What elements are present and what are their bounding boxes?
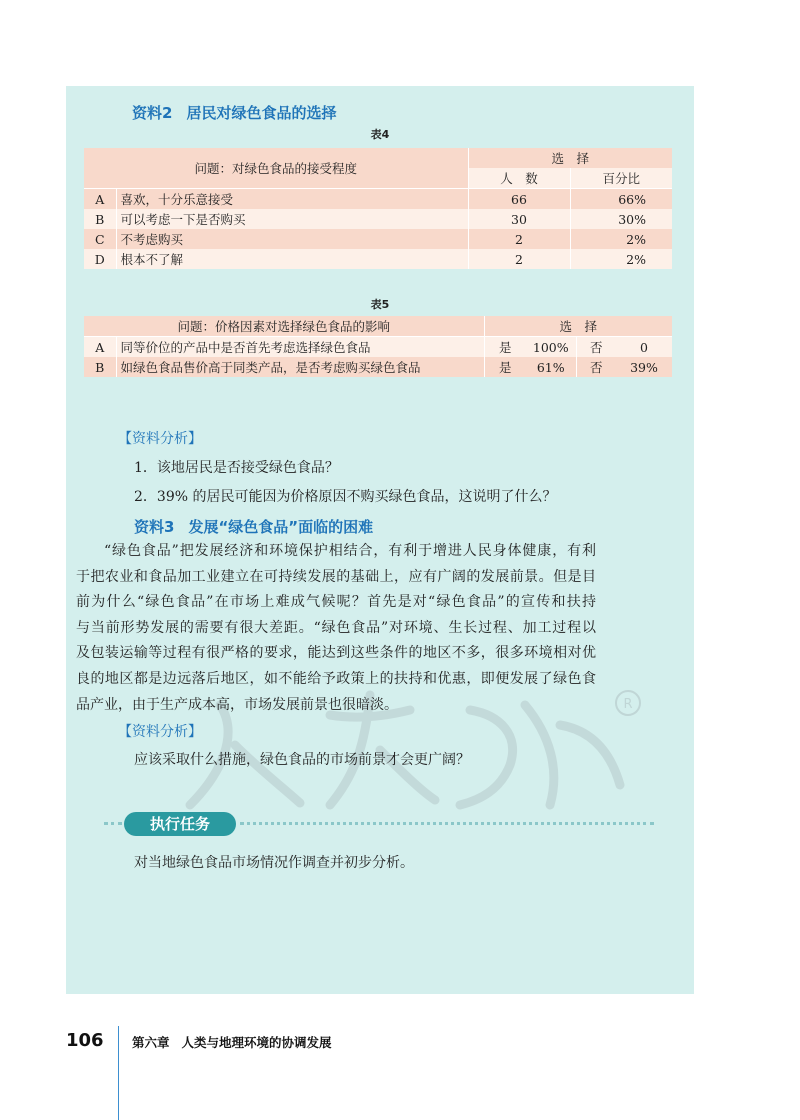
table-row [84, 209, 672, 229]
paragraph-line: 前为什么“绿色食品”在市场上难成气候呢？首先是对“绿色食品”的宣传和扶持 [76, 594, 596, 611]
table5-choice-header: 选 择 [484, 316, 672, 337]
paragraph-line: 于把农业和食品加工业建立在可持续发展的基础上，应有广阔的发展前景。但是目 [76, 568, 596, 585]
chapter-title: 人类与地理环境的协调发展 [181, 1035, 332, 1050]
row-id: A [84, 189, 116, 210]
paragraph-line: 与当前形势发展的需要有很大差距。“绿色食品”对环境、生长过程、加工过程以 [76, 619, 596, 636]
row-text: 根本不了解 [116, 249, 468, 269]
row-id: B [84, 209, 116, 229]
section3-question: 应该采取什么措施，绿色食品的市场前景才会更广阔？ [134, 752, 470, 768]
table-row [84, 249, 672, 269]
table4-question: 问题：对绿色食品的接受程度 [84, 148, 468, 189]
dotted-divider [104, 822, 122, 825]
row-count: 30 [468, 209, 570, 229]
section2-label: 资料2 [132, 104, 173, 122]
table4-caption: 表4 [370, 128, 390, 141]
section3-paragraph [76, 539, 596, 718]
paragraph-line: 及包装运输等过程有很严格的要求，能达到这些条件的地区不多，很多环境相对优 [76, 645, 596, 662]
footer-divider [118, 1026, 119, 1120]
page-number: 106 [66, 1030, 104, 1051]
table4-col-count: 人 数 [468, 168, 570, 189]
question-1: 1．该地居民是否接受绿色食品？ [134, 460, 339, 476]
paragraph-line: 良的地区都是边远落后地区，如不能给予政策上的扶持和优惠，即便发展了绿色食 [76, 670, 596, 687]
section2-title: 居民对绿色食品的选择 [186, 104, 337, 122]
table5 [84, 316, 672, 377]
table4-col-percent: 百分比 [570, 168, 672, 189]
section3-heading [134, 516, 373, 537]
row-yes: 是 [484, 357, 526, 377]
row-yes-pct: 100% [526, 337, 576, 358]
row-id: C [84, 229, 116, 249]
row-id: A [84, 337, 116, 358]
paragraph-line: 品产业，由于生产成本高，市场发展前景也很暗淡。 [76, 696, 398, 713]
row-count: 66 [468, 189, 570, 210]
analysis-label: 【资料分析】 [118, 724, 202, 740]
row-text: 不考虑购买 [116, 229, 468, 249]
row-no-pct: 39% [616, 357, 672, 377]
table-row [84, 189, 672, 210]
chapter-number: 第六章 [132, 1035, 170, 1050]
section3-title: 发展“绿色食品”面临的困难 [188, 518, 374, 536]
row-no: 否 [576, 337, 616, 358]
row-count: 2 [468, 249, 570, 269]
dotted-divider [240, 822, 654, 825]
paragraph-line: “绿色食品”把发展经济和环境保护相结合，有利于增进人民身体健康，有利 [104, 543, 596, 559]
row-no-pct: 0 [616, 337, 672, 358]
row-text: 同等价位的产品中是否首先考虑选择绿色食品 [116, 337, 484, 358]
row-yes: 是 [484, 337, 526, 358]
table5-question: 问题：价格因素对选择绿色食品的影响 [84, 316, 484, 337]
row-no: 否 [576, 357, 616, 377]
table4 [84, 148, 672, 269]
row-percent: 2% [570, 229, 672, 249]
section3-label: 资料3 [134, 518, 175, 536]
section2-heading [132, 102, 336, 123]
row-percent: 30% [570, 209, 672, 229]
row-percent: 2% [570, 249, 672, 269]
row-percent: 66% [570, 189, 672, 210]
row-yes-pct: 61% [526, 357, 576, 377]
row-count: 2 [468, 229, 570, 249]
task-text: 对当地绿色食品市场情况作调查并初步分析。 [134, 855, 414, 871]
table-row [84, 229, 672, 249]
row-text: 如绿色食品售价高于同类产品，是否考虑购买绿色食品 [116, 357, 484, 377]
table-row [84, 357, 672, 377]
task-badge: 执行任务 [124, 812, 236, 836]
row-text: 喜欢，十分乐意接受 [116, 189, 468, 210]
footer-chapter [132, 1033, 332, 1051]
row-id: D [84, 249, 116, 269]
table4-choice-header: 选 择 [468, 148, 672, 168]
row-text: 可以考虑一下是否购买 [116, 209, 468, 229]
table-row [84, 337, 672, 358]
row-id: B [84, 357, 116, 377]
svg-text:R: R [623, 697, 633, 712]
analysis-label: 【资料分析】 [118, 431, 202, 447]
question-2: 2．39% 的居民可能因为价格原因不购买绿色食品，这说明了什么？ [134, 489, 557, 505]
table5-caption: 表5 [370, 298, 390, 311]
